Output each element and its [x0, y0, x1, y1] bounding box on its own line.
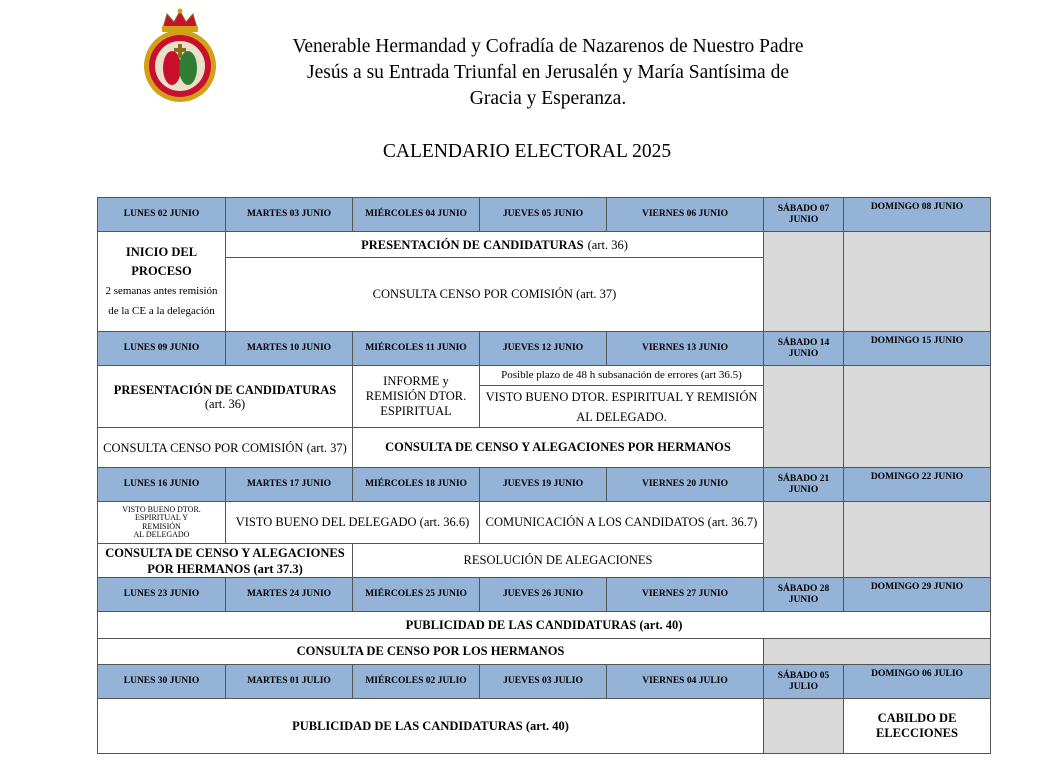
electoral-calendar-table [97, 197, 991, 754]
day-header-wednesday: MIÉRCOLES 02 JULIO [353, 665, 480, 699]
presentacion-candidaturas-cell [98, 366, 353, 428]
day-header-thursday: JUEVES 26 JUNIO [480, 578, 607, 612]
day-header-tuesday: MARTES 24 JUNIO [226, 578, 353, 612]
day-header-monday: LUNES 23 JUNIO [98, 578, 226, 612]
weekend-saturday-cell [764, 699, 844, 754]
day-header-monday: LUNES 30 JUNIO [98, 665, 226, 699]
day-header-monday: LUNES 16 JUNIO [98, 468, 226, 502]
day-header-thursday: JUEVES 12 JUNIO [480, 332, 607, 366]
day-header-monday: LUNES 09 JUNIO [98, 332, 226, 366]
day-header-thursday: JUEVES 19 JUNIO [480, 468, 607, 502]
day-header-monday: LUNES 02 JUNIO [98, 198, 226, 232]
calendar-title: CALENDARIO ELECTORAL 2025 [382, 141, 672, 162]
week-3-day-headers [98, 468, 991, 502]
presentacion-candidaturas-ref: (art. 36) [587, 237, 628, 252]
publicidad-candidaturas-cell: PUBLICIDAD DE LAS CANDIDATURAS (art. 40) [98, 699, 764, 754]
visto-bueno-director-small-cell [98, 502, 226, 544]
week-3-row-1 [98, 502, 991, 544]
day-header-saturday: SÁBADO 07 JUNIO [764, 198, 844, 232]
week-2-day-headers [98, 332, 991, 366]
day-header-thursday: JUEVES 03 JULIO [480, 665, 607, 699]
week-5-day-headers [98, 665, 991, 699]
organization-name-line-1: Venerable Hermandad y Cofradía de Nazarenos de Nuestro Padre [292, 36, 804, 57]
comunicacion-candidatos-cell: COMUNICACIÓN A LOS CANDIDATOS (art. 36.7) [480, 502, 764, 544]
week-4-day-headers [98, 578, 991, 612]
crown-icon [162, 9, 198, 33]
day-header-sunday: DOMINGO 29 JUNIO [844, 578, 991, 612]
organization-name-line-2: Jesús a su Entrada Triunfal en Jerusalén y María Santísima de [307, 62, 789, 83]
organization-name [233, 34, 863, 112]
visto-bueno-small-line-2: ESPIRITUAL Y [135, 513, 188, 522]
visto-bueno-small-line-1: VISTO BUENO DTOR. [122, 504, 201, 514]
plazo-subsanacion-cell: Posible plazo de 48 h subsanación de errores (art 36.5) [480, 366, 764, 386]
weekend-sunday-cell [844, 366, 991, 468]
informe-remision-cell: INFORME y REMISIÓN DTOR. ESPIRITUAL [353, 366, 480, 428]
day-header-friday: VIERNES 20 JUNIO [607, 468, 764, 502]
day-header-thursday: JUEVES 05 JUNIO [480, 198, 607, 232]
week-2-row-1 [98, 366, 991, 386]
day-header-sunday: DOMINGO 15 JUNIO [844, 332, 991, 366]
resolucion-alegaciones-cell: RESOLUCIÓN DE ALEGACIONES [353, 544, 764, 578]
weekend-saturday-cell [764, 366, 844, 468]
consulta-censo-comision-cell: CONSULTA CENSO POR COMISIÓN (art. 37) [226, 258, 764, 332]
consulta-censo-hermanos-cell: CONSULTA DE CENSO Y ALEGACIONES POR HERMANOS [353, 428, 764, 468]
visto-bueno-small-line-3: REMISIÓN [142, 521, 181, 531]
consulta-censo-hermanos-cell: CONSULTA DE CENSO POR LOS HERMANOS [98, 639, 764, 665]
visto-bueno-delegado-cell: VISTO BUENO DEL DELEGADO (art. 36.6) [226, 502, 480, 544]
day-header-tuesday: MARTES 10 JUNIO [226, 332, 353, 366]
day-header-saturday: SÁBADO 28 JUNIO [764, 578, 844, 612]
day-header-tuesday: MARTES 17 JUNIO [226, 468, 353, 502]
week-1-day-headers [98, 198, 991, 232]
day-header-tuesday: MARTES 01 JULIO [226, 665, 353, 699]
consulta-censo-comision-cell: CONSULTA CENSO POR COMISIÓN (art. 37) [98, 428, 353, 468]
day-header-wednesday: MIÉRCOLES 11 JUNIO [353, 332, 480, 366]
presentacion-candidaturas-ref: (art. 36) [204, 396, 246, 411]
day-header-tuesday: MARTES 03 JUNIO [226, 198, 353, 232]
day-header-saturday: SÁBADO 05 JULIO [764, 665, 844, 699]
week-5-row-1 [98, 699, 991, 754]
day-header-wednesday: MIÉRCOLES 25 JUNIO [353, 578, 480, 612]
consulta-censo-hermanos-cell: CONSULTA DE CENSO Y ALEGACIONES POR HERMANOS (art 37.3) [98, 544, 353, 578]
day-header-sunday: DOMINGO 22 JUNIO [844, 468, 991, 502]
presentacion-candidaturas-label: PRESENTACIÓN DE CANDIDATURAS [361, 237, 584, 252]
week-4-row-1 [98, 612, 991, 639]
weekend-sunday-cell [844, 232, 991, 332]
day-header-friday: VIERNES 06 JUNIO [607, 198, 764, 232]
day-header-wednesday: MIÉRCOLES 18 JUNIO [353, 468, 480, 502]
inicio-proceso-cell [98, 232, 226, 332]
organization-name-line-3: Gracia y Esperanza. [469, 88, 627, 109]
weekend-cell [764, 639, 991, 665]
hermandad-coat-of-arms-logo [141, 8, 219, 106]
visto-bueno-director-cell: VISTO BUENO DTOR. ESPIRITUAL Y REMISIÓN AL DELEGADO. [480, 386, 764, 428]
presentacion-candidaturas-cell [226, 232, 764, 258]
day-header-saturday: SÁBADO 21 JUNIO [764, 468, 844, 502]
inicio-proceso-note: 2 semanas antes remisión de la CE a la delegación [105, 284, 218, 317]
day-header-sunday: DOMINGO 08 JUNIO [844, 198, 991, 232]
cabildo-elecciones-cell: CABILDO DE ELECCIONES [844, 699, 991, 754]
day-header-sunday: DOMINGO 06 JULIO [844, 665, 991, 699]
day-header-friday: VIERNES 27 JUNIO [607, 578, 764, 612]
day-header-saturday: SÁBADO 14 JUNIO [764, 332, 844, 366]
inicio-proceso-title: INICIO DEL PROCESO [125, 244, 198, 278]
presentacion-candidaturas-label: PRESENTACIÓN DE CANDIDATURAS [113, 382, 337, 397]
weekend-saturday-cell [764, 232, 844, 332]
weekend-saturday-cell [764, 502, 844, 578]
day-header-friday: VIERNES 13 JUNIO [607, 332, 764, 366]
week-1-row-1 [98, 232, 991, 258]
publicidad-candidaturas-cell: PUBLICIDAD DE LAS CANDIDATURAS (art. 40) [98, 612, 991, 639]
week-4-row-2 [98, 639, 991, 665]
day-header-wednesday: MIÉRCOLES 04 JUNIO [353, 198, 480, 232]
visto-bueno-small-line-4: AL DELEGADO [133, 530, 190, 539]
weekend-sunday-cell [844, 502, 991, 578]
day-header-friday: VIERNES 04 JULIO [607, 665, 764, 699]
